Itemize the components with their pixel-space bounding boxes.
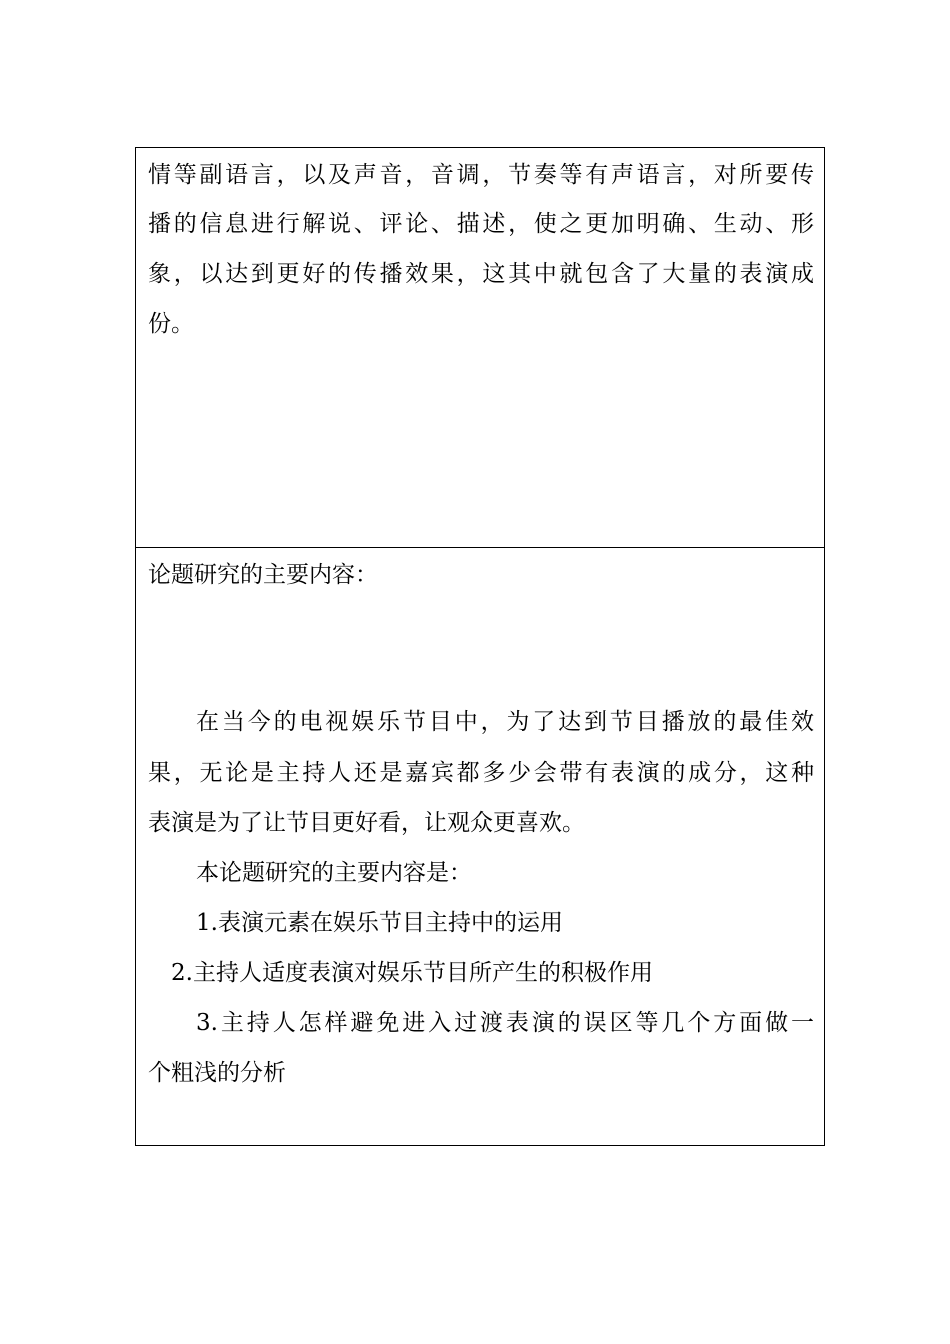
paragraph-line: 果，无论是主持人还是嘉宾都多少会带有表演的成分，这种 [148,760,814,786]
text-line: 播的信息进行解说、评论、描述，使之更加明确、生动、形 [148,211,814,237]
table-cell-research-content [136,548,824,1145]
list-item-continuation: 个粗浅的分析 [148,1060,286,1086]
paragraph-line: 在当今的电视娱乐节目中，为了达到节目播放的最佳效 [196,709,814,735]
table-cell-continuation [136,148,824,548]
text-line: 象，以达到更好的传播效果，这其中就包含了大量的表演成 [148,261,814,287]
list-item: 2.主持人适度表演对娱乐节目所产生的积极作用 [171,960,653,986]
document-table [135,147,825,1146]
paragraph-line: 表演是为了让节目更好看，让观众更喜欢。 [148,810,585,836]
text-line: 份。 [148,311,194,337]
section-heading: 论题研究的主要内容： [148,562,378,588]
list-intro: 本论题研究的主要内容是： [196,860,472,886]
list-item: 3.主持人怎样避免进入过渡表演的误区等几个方面做一 [196,1010,814,1036]
list-item: 1.表演元素在娱乐节目主持中的运用 [196,910,563,936]
text-line: 情等副语言，以及声音，音调，节奏等有声语言，对所要传 [148,162,814,188]
